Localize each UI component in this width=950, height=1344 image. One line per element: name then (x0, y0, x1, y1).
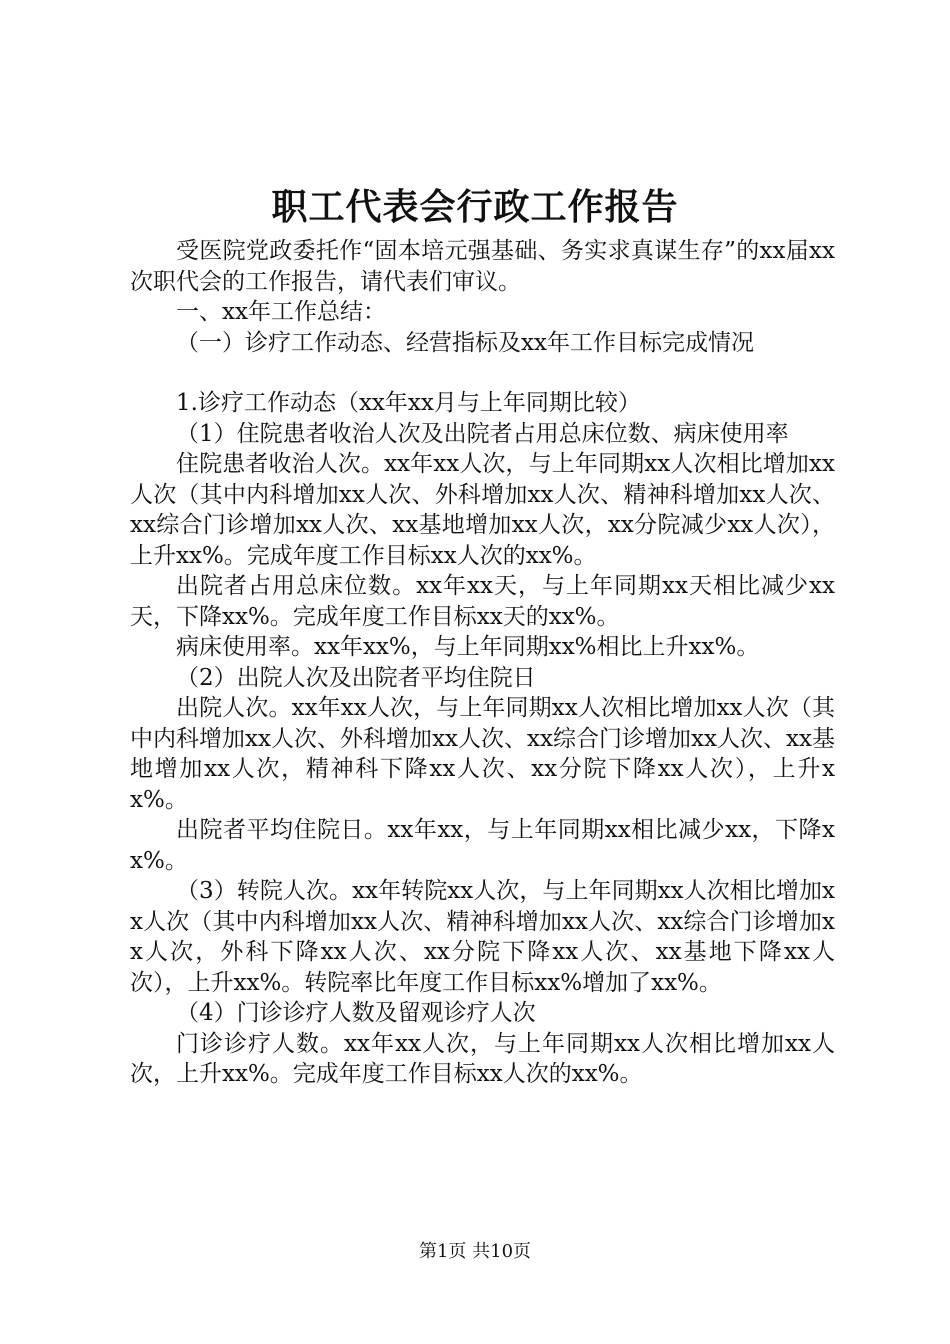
body-paragraph: 病床使用率。xx年xx%，与上年同期xx%相比上升xx%。 (176, 634, 760, 660)
body-paragraph: 门诊诊疗人数。xx年xx人次，与上年同期xx人次相比增加xx人次，上升xx%。完成年度工作目标xx人次的xx%。 (130, 1030, 835, 1087)
body-paragraph: 出院者占用总床位数。xx年xx天，与上年同期xx天相比减少xx天，下降xx%。完成年度工作目标xx天的xx%。 (130, 573, 835, 630)
section-heading: 一、xx年工作总结： (176, 299, 386, 325)
body-paragraph: （3）转院人次。xx年转院xx人次，与上年同期xx人次相比增加xx人次（其中内科增加xx人次、精神科增加xx人次、xx综合门诊增加xx人次，外科下降xx人次、xx分院下降xx人次、xx基地下降xx人次），上升xx%。转院率比年度工作目标xx%增加了xx%。 (130, 878, 835, 996)
body-paragraph: 出院人次。xx年xx人次，与上年同期xx人次相比增加xx人次（其中内科增加xx人次、外科增加xx人次、xx综合门诊增加xx人次、xx基地增加xx人次，精神科下降xx人次、xx分院下降xx人次），上升xx%。 (130, 695, 835, 813)
document-body (130, 236, 835, 1090)
subsection-heading: （一）诊疗工作动态、经营指标及xx年工作目标完成情况 (176, 329, 754, 356)
page-footer: 第1页 共10页 (418, 1241, 532, 1262)
intro-paragraph: 受医院党政委托作“固本培元强基础、务实求真谋生存”的xx届xx次职代会的工作报告，请代表们审议。 (130, 238, 835, 295)
body-paragraph: 出院者平均住院日。xx年xx，与上年同期xx相比减少xx，下降xx%。 (130, 817, 835, 874)
subitem-heading: （1）住院患者收治人次及出院者占用总床位数、病床使用率 (176, 420, 789, 447)
page-title: 职工代表会行政工作报告 (271, 186, 679, 228)
item-heading: 1.诊疗工作动态（xx年xx月与上年同期比较） (176, 390, 641, 416)
body-paragraph: 住院患者收治人次。xx年xx人次，与上年同期xx人次相比增加xx人次（其中内科增加xx人次、外科增加xx人次、精神科增加xx人次、xx综合门诊增加xx人次、xx基地增加xx人次，xx分院减少xx人次），上升xx%。完成年度工作目标xx人次的xx%。 (130, 451, 835, 569)
subitem-heading: （4）门诊诊疗人数及留观诊疗人次 (176, 1000, 536, 1026)
subitem-heading: （2）出院人次及出院者平均住院日 (176, 664, 536, 691)
